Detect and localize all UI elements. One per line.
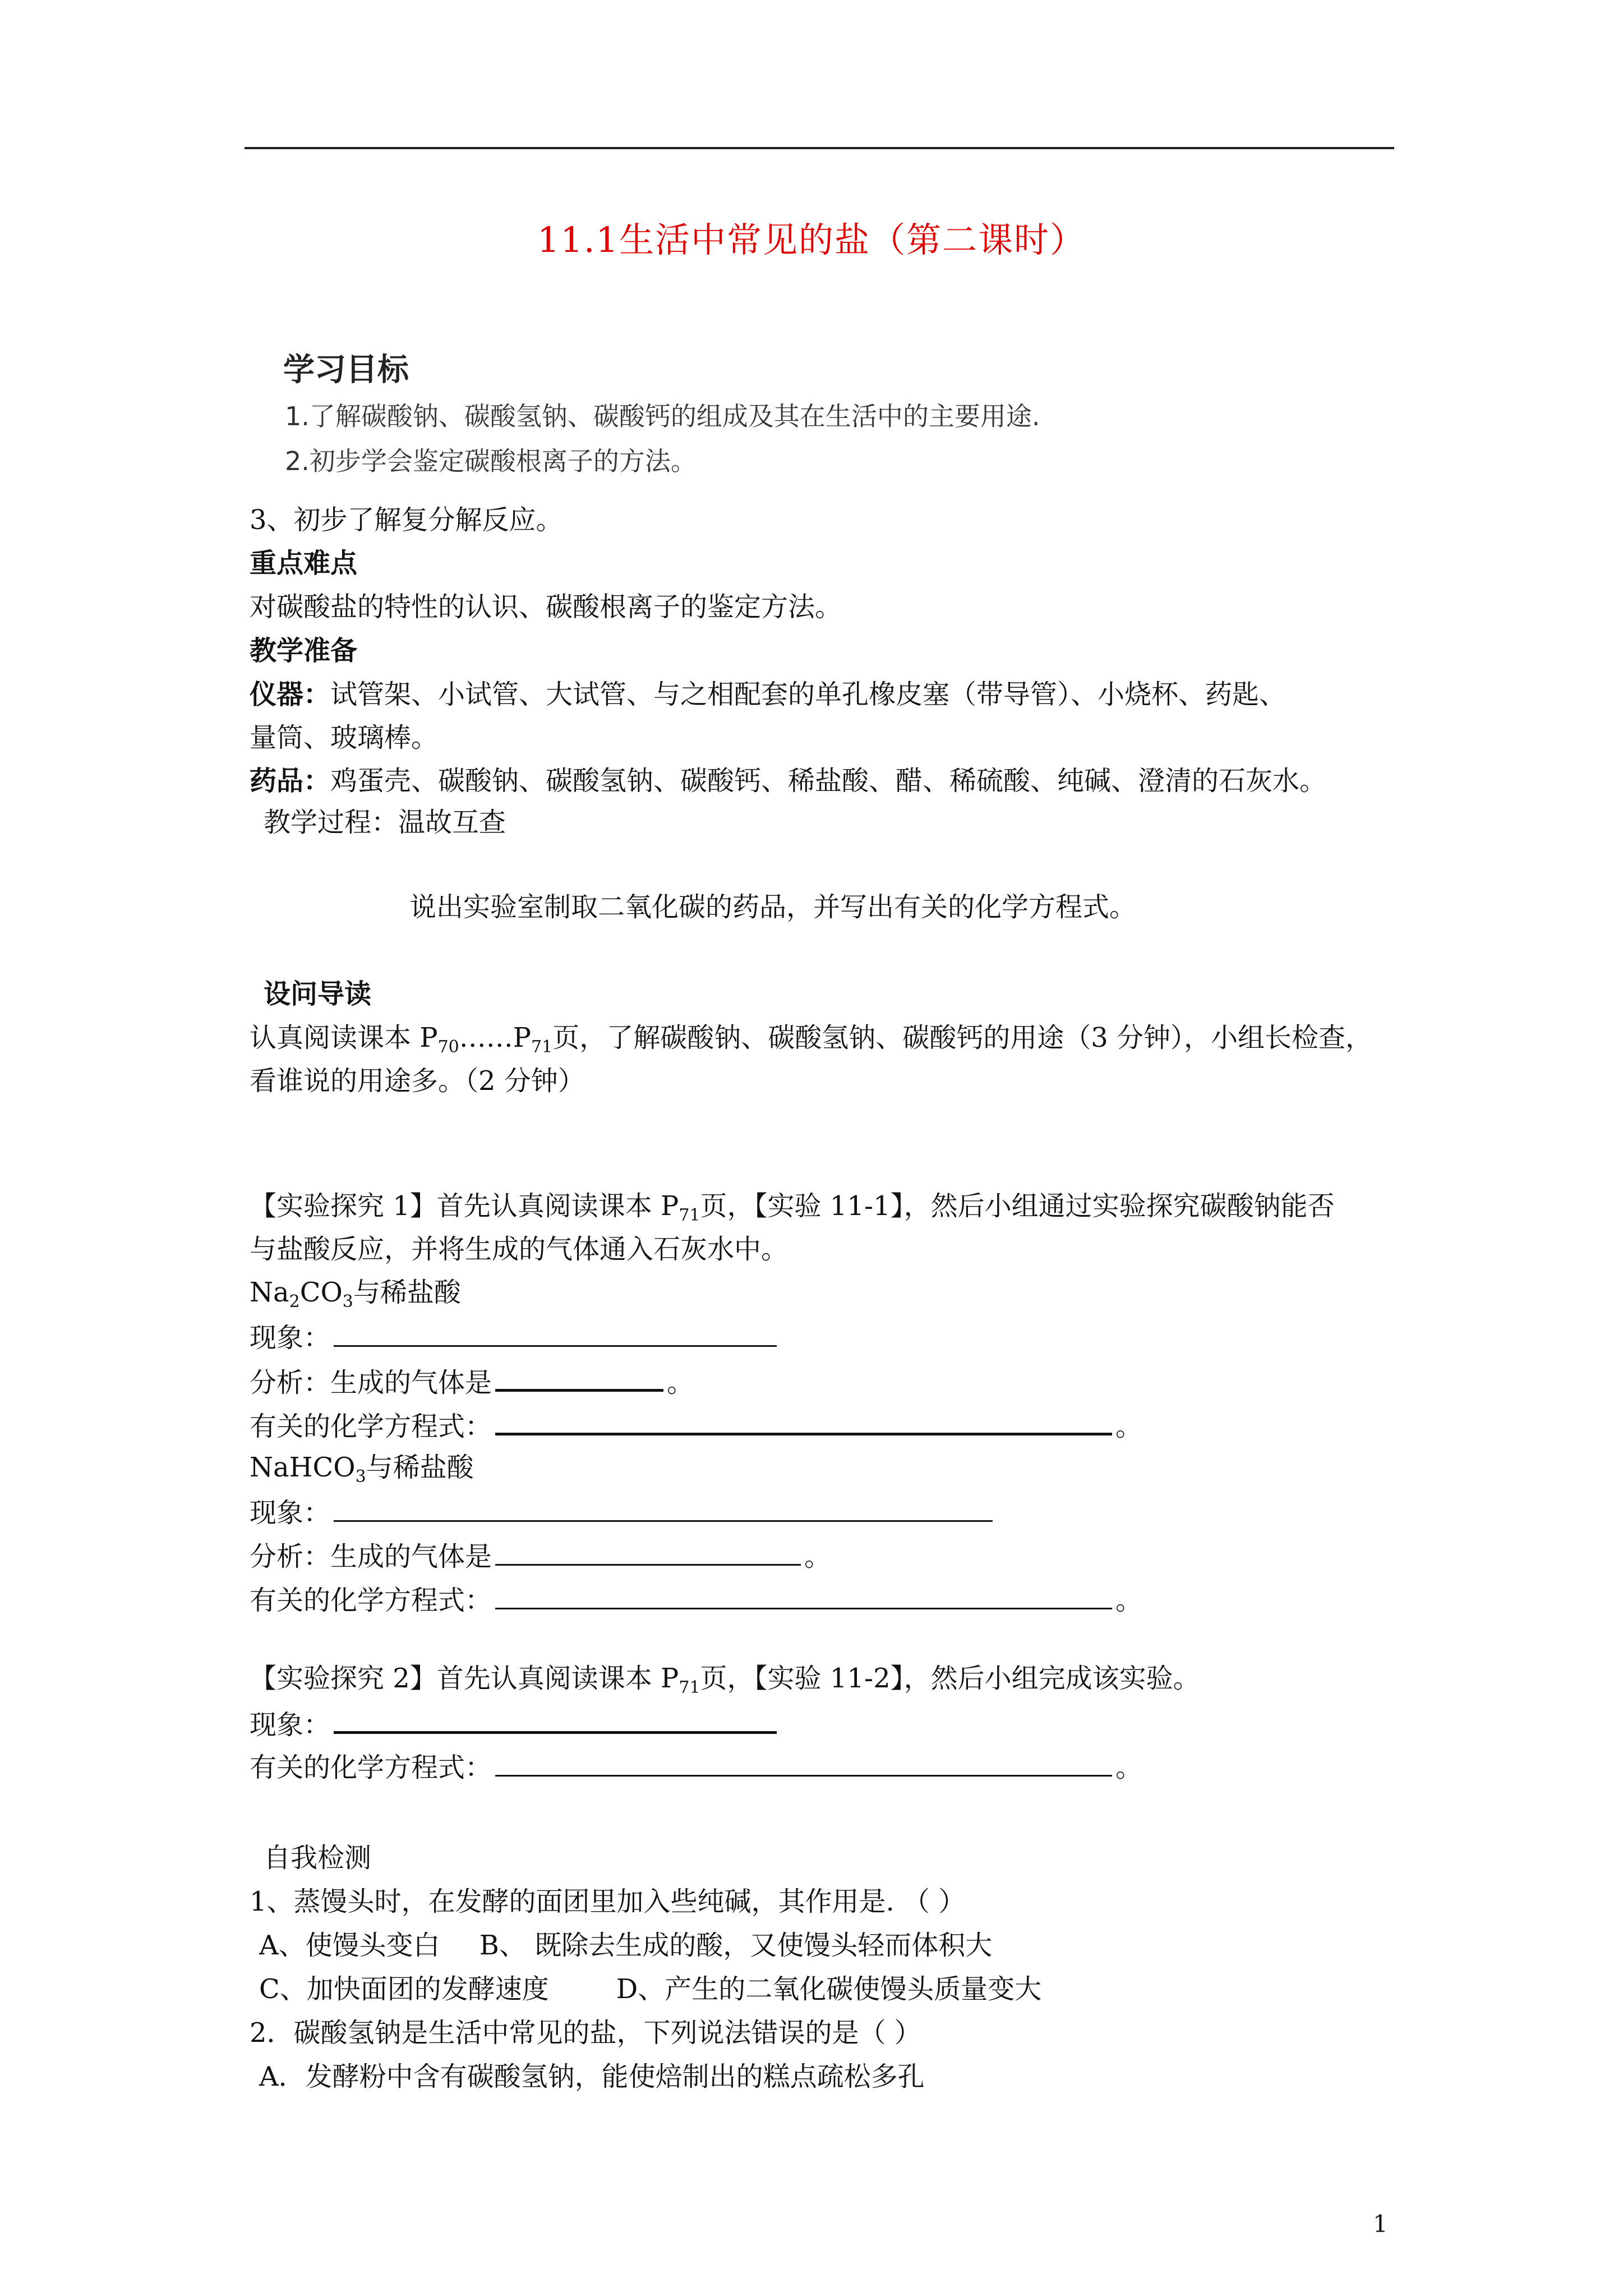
preparation-heading: 教学准备 <box>250 635 358 666</box>
guided-reading-line-1 <box>250 1020 1372 1056</box>
key-points-text: 对碳酸盐的特性的认识、碳酸根离子的鉴定方法。 <box>250 591 842 623</box>
equation-label: 有关的化学方程式： <box>250 1752 492 1783</box>
analysis-label: 分析：生成的气体是 <box>250 1541 492 1572</box>
analysis-blank[interactable] <box>495 1362 663 1392</box>
phenomenon-label: 现象： <box>250 1709 331 1741</box>
objective-item-3: 3、初步了解复分解反应。 <box>250 504 563 536</box>
nahco3-a: NaHCO <box>250 1452 356 1483</box>
option-b: B、 既除去生成的酸，又使馒头轻而体积大 <box>479 1930 993 1961</box>
question-1-options-cd <box>259 1971 1041 2007</box>
page-title: 11.1生活中常见的盐（第二课时） <box>537 219 1086 260</box>
na2co3-phenomenon-row <box>250 1318 780 1356</box>
phenomenon-blank[interactable] <box>334 1704 777 1734</box>
guided-reading-line-2: 看谁说的用途多。（2 分钟） <box>250 1065 585 1097</box>
nahco3-heading <box>250 1450 474 1485</box>
nahco3-phenomenon-row <box>250 1493 996 1531</box>
process-heading: 教学过程：温故互查 <box>264 807 506 838</box>
exp2-phenomenon-row <box>250 1704 780 1743</box>
na2co3-heading <box>250 1274 461 1310</box>
equation-label: 有关的化学方程式： <box>250 1585 492 1616</box>
nahco3-sub-3: 3 <box>355 1467 366 1487</box>
header-rule <box>245 147 1394 149</box>
instruments-line-1 <box>250 677 1286 712</box>
nahco3-analysis-row <box>250 1537 831 1575</box>
option-d: D、产生的二氧化碳使馒头质量变大 <box>616 1973 1042 2005</box>
page-number: 1 <box>1373 2210 1388 2238</box>
instruments-text-1: 试管架、小试管、大试管、与之相配套的单孔橡皮塞（带导管）、小烧杯、药匙、 <box>330 679 1287 710</box>
phenomenon-blank[interactable] <box>334 1318 777 1347</box>
phenomenon-blank[interactable] <box>334 1493 993 1522</box>
equation-blank[interactable] <box>495 1748 1112 1777</box>
period: 。 <box>1115 1411 1143 1442</box>
exp1-intro-b: 页，【实验 11-1】，然后小组通过实验探究碳酸钠能否 <box>700 1190 1335 1222</box>
na2co3-c: 与稀盐酸 <box>353 1277 461 1308</box>
na2co3-sub-3: 3 <box>342 1292 353 1312</box>
exp2-intro-sub: 71 <box>679 1678 700 1697</box>
na2co3-a: Na <box>250 1277 289 1308</box>
na2co3-equation-row <box>250 1406 1142 1444</box>
chemicals-label: 药品： <box>250 765 331 797</box>
period: 。 <box>667 1367 694 1398</box>
instruments-label: 仪器： <box>250 679 331 710</box>
objectives-heading: 学习目标 <box>283 352 409 388</box>
equation-blank[interactable] <box>495 1581 1112 1609</box>
equation-label: 有关的化学方程式： <box>250 1411 492 1442</box>
nahco3-b: 与稀盐酸 <box>366 1452 474 1483</box>
objective-item-1: 1.了解碳酸钠、碳酸氢钠、碳酸钙的组成及其在生活中的主要用途. <box>285 401 1040 431</box>
analysis-label: 分析：生成的气体是 <box>250 1367 492 1398</box>
exp2-intro-b: 页，【实验 11-2】，然后小组完成该实验。 <box>700 1663 1200 1694</box>
question-2: 2．碳酸氢钠是生活中常见的盐，下列说法错误的是（ ） <box>250 2017 921 2049</box>
instruments-line-2: 量筒、玻璃棒。 <box>250 722 439 753</box>
period: 。 <box>804 1541 832 1572</box>
equation-blank[interactable] <box>495 1406 1112 1435</box>
period: 。 <box>1115 1585 1143 1616</box>
phenomenon-label: 现象： <box>250 1322 331 1354</box>
objective-item-2: 2.初步学会鉴定碳酸根离子的方法。 <box>285 446 697 476</box>
period: 。 <box>1115 1752 1143 1783</box>
exp1-intro-a: 【实验探究 1】首先认真阅读课本 P <box>250 1190 679 1222</box>
question-2-option-a: A．发酵粉中含有碳酸氢钠，能使焙制出的糕点疏松多孔 <box>259 2061 925 2092</box>
guided-sub-71: 71 <box>531 1037 553 1057</box>
na2co3-b: CO <box>299 1277 343 1308</box>
question-1: 1、蒸馒头时，在发酵的面团里加入些纯碱，其作用是. （ ） <box>250 1886 966 1917</box>
guided-text-a: 认真阅读课本 P <box>250 1022 438 1053</box>
key-points-heading: 重点难点 <box>250 547 358 579</box>
guided-sub-70: 70 <box>437 1037 459 1057</box>
guided-text-c: 页，了解碳酸钠、碳酸氢钠、碳酸钙的用途（3 分钟），小组长检查， <box>552 1022 1373 1053</box>
chemicals-line <box>250 763 1326 799</box>
question-1-options-ab <box>259 1927 992 1963</box>
experiment2-intro <box>250 1660 1200 1696</box>
experiment1-intro-line-1 <box>250 1188 1335 1224</box>
option-c: C、加快面团的发酵速度 <box>259 1973 549 2005</box>
guided-text-b: ……P <box>459 1022 532 1053</box>
na2co3-sub-2: 2 <box>289 1292 300 1312</box>
exp2-intro-a: 【实验探究 2】首先认真阅读课本 P <box>250 1663 679 1694</box>
experiment1-intro-line-2: 与盐酸反应，并将生成的气体通入石灰水中。 <box>250 1234 789 1265</box>
self-test-heading: 自我检测 <box>264 1842 372 1874</box>
option-a: A、使馒头变白 <box>259 1930 440 1961</box>
nahco3-equation-row <box>250 1581 1142 1618</box>
exp2-equation-row <box>250 1748 1142 1786</box>
phenomenon-label: 现象： <box>250 1497 331 1529</box>
na2co3-analysis-row <box>250 1362 694 1401</box>
analysis-blank[interactable] <box>495 1537 801 1566</box>
guided-reading-heading: 设问导读 <box>264 978 372 1010</box>
chemicals-text: 鸡蛋壳、碳酸钠、碳酸氢钠、碳酸钙、稀盐酸、醋、稀硫酸、纯碱、澄清的石灰水。 <box>330 765 1327 797</box>
exp1-intro-sub: 71 <box>679 1205 700 1225</box>
review-prompt: 说出实验室制取二氧化碳的药品，并写出有关的化学方程式。 <box>409 891 1137 923</box>
